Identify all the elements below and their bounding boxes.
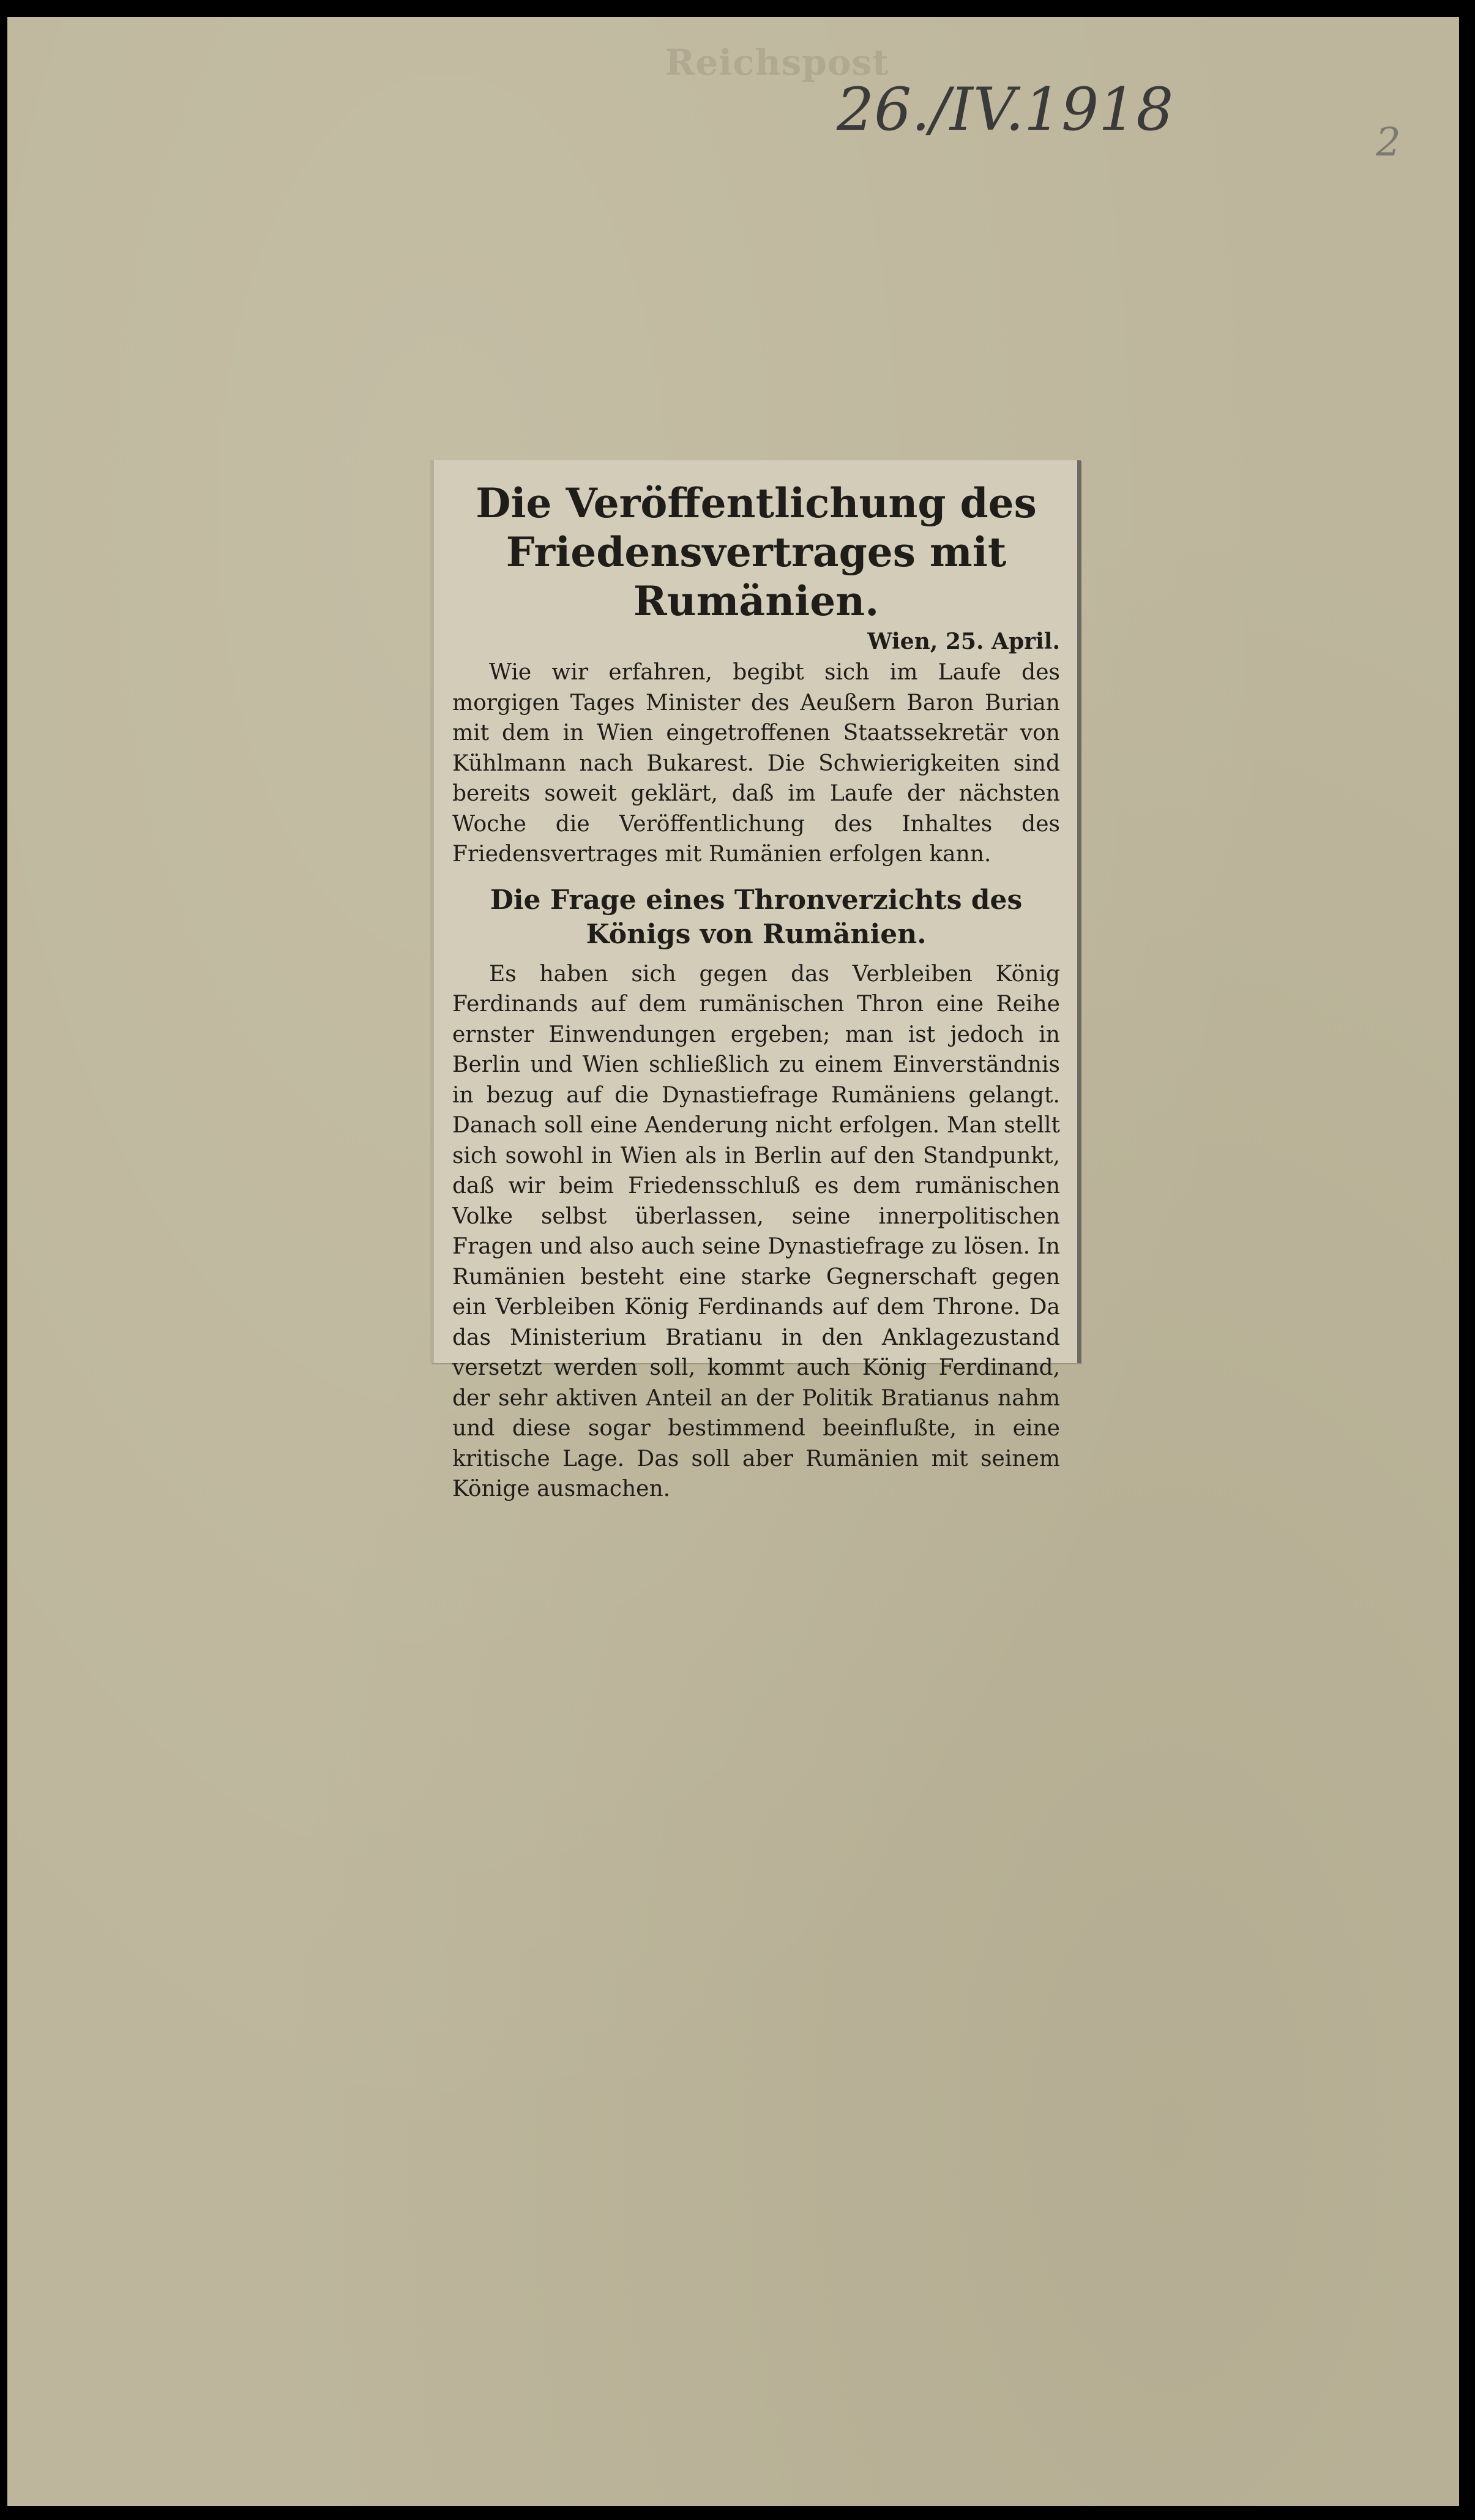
article-paragraph-2: Es haben sich gegen das Verbleiben König Ferdinands auf dem rumänischen Thron eine Reihe ernster Einwendungen ergeben; man ist jedoch in Berlin und Wien schließlich zu einem Einverständnis in bezug auf die Dynastiefrage Rumäniens gelangt. Danach soll eine Aenderung nicht erfolgen. Man stellt sich sowohl in Wien als in Berlin auf den Standpunkt, daß wir beim Friedensschluß es dem rumänischen Volke selbst überlassen, seine innerpolitischen Fragen und also auch seine Dynastiefrage zu lösen. In Rumänien besteht eine starke Gegnerschaft gegen ein Verbleiben König Ferdinands auf dem Throne. Da das Ministerium Bratianu in den Anklagezustand versetzt werden soll, kommt auch König Ferdinand, der sehr aktiven Anteil an der Politik Bratianus nahm und diese sogar bestimmend beeinflußte, in eine kritische Lage. Das soll aber Rumänien mit seinem Könige ausmachen. [452,961,1060,1501]
article-subheadline: Die Frage eines Thronverzichts des Königs von Rumänien. [490,884,1023,950]
newspaper-clipping [430,460,1081,1501]
newspaper-stamp: Reichspost [665,42,889,83]
article-headline: Die Veröffentlichung des Friedensvertrages mit Rumänien. [476,479,1037,625]
article-dateline: Wien, 25. April. [867,629,1060,654]
page-number: 2 [1376,120,1401,165]
article-paragraph-1: Wie wir erfahren, begibt sich im Laufe des morgigen Tages Minister des Aeußern Baron Burian mit dem in Wien eingetroffenen Staatssekretär von Kühlmann nach Bukarest. Die Schwierigkeiten sind bereits soweit geklärt, daß im Laufe der nächsten Woche die Veröffentlichung des Inhaltes des Friedensvertrages mit Rumänien erfolgen kann. [452,660,1060,867]
handwritten-date: 26./IV.1918 [837,75,1174,144]
